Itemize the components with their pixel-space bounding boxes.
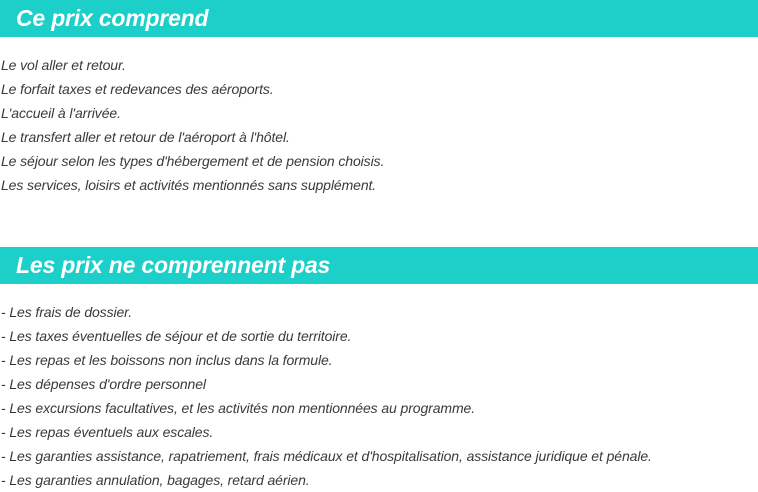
excluded-item: - Les excursions facultatives, et les activités non mentionnées au programme. [1, 400, 475, 416]
included-items-list [1, 53, 384, 197]
excluded-item: - Les dépenses d'ordre personnel [1, 376, 206, 392]
excluded-item: - Les repas et les boissons non inclus dans la formule. [1, 352, 333, 368]
excluded-items-list [1, 300, 652, 492]
included-item: Le transfert aller et retour de l'aéroport à l'hôtel. [1, 129, 290, 145]
excluded-item: - Les garanties assistance, rapatriement, frais médicaux et d'hospitalisation, assistance juridique et pénale. [1, 448, 652, 464]
included-item: Le forfait taxes et redevances des aéroports. [1, 81, 274, 97]
included-section-title: Ce prix comprend [0, 0, 758, 37]
excluded-section-title: Les prix ne comprennent pas [0, 247, 758, 284]
excluded-item: - Les repas éventuels aux escales. [1, 424, 214, 440]
excluded-item: - Les taxes éventuelles de séjour et de sortie du territoire. [1, 328, 352, 344]
included-item: Le séjour selon les types d'hébergement et de pension choisis. [1, 153, 385, 169]
included-item: Les services, loisirs et activités mentionnés sans supplément. [1, 177, 377, 193]
excluded-item: - Les frais de dossier. [1, 304, 133, 320]
included-item: L'accueil à l'arrivée. [1, 105, 121, 121]
included-item: Le vol aller et retour. [1, 57, 126, 73]
excluded-item: - Les garanties annulation, bagages, retard aérien. [1, 472, 310, 488]
